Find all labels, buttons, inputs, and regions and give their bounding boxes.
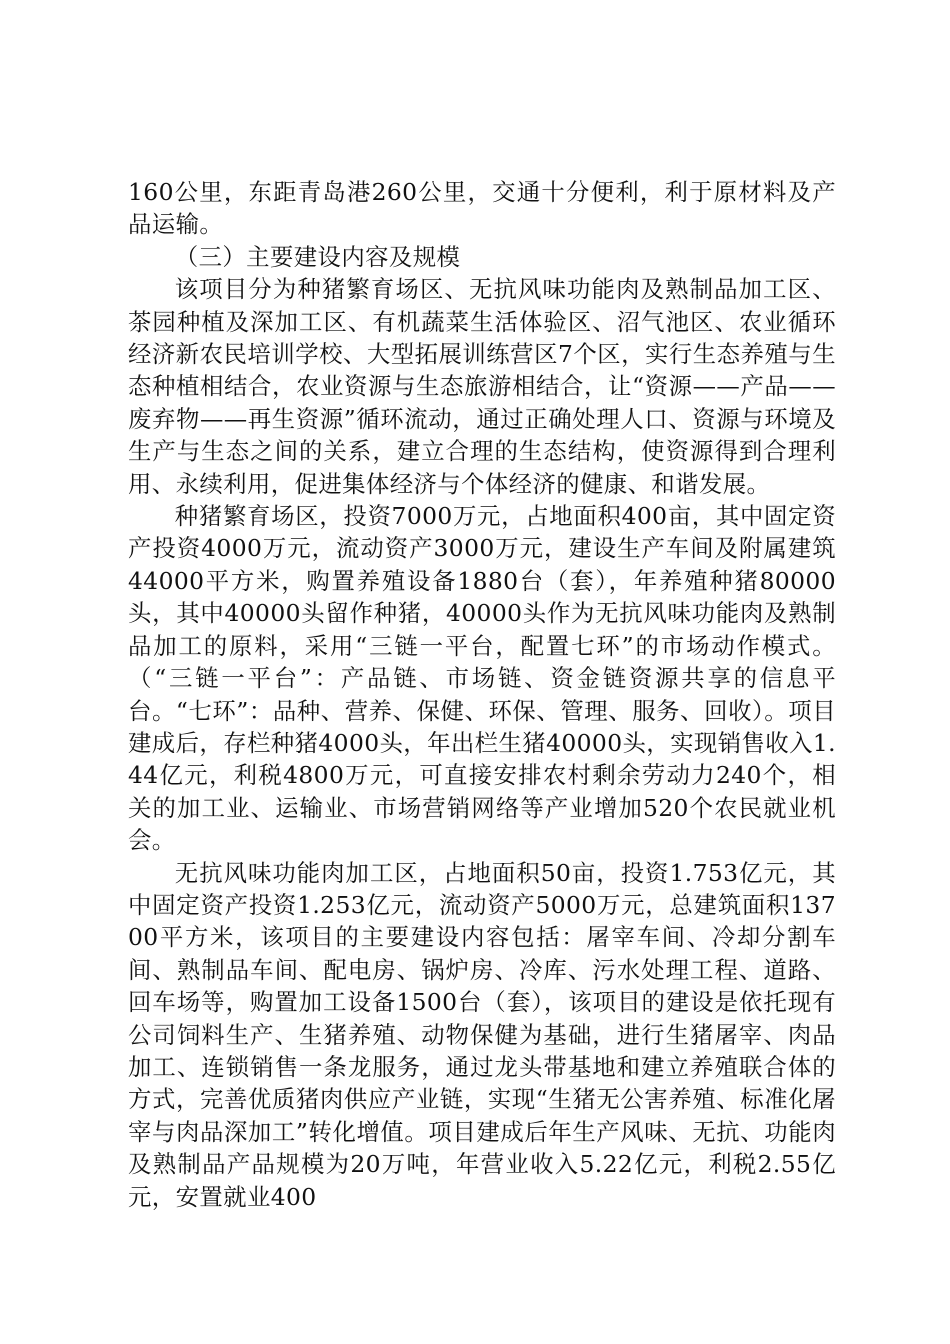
paragraph-breeding-area: 种猪繁育场区，投资7000万元，占地面积400亩，其中固定资产投资4000万元，流动资产3000万元，建设生产车间及附属建筑44000平方米，购置养殖设备1880台（套），年养殖种猪80000头，其中40000头留作种猪，40000头作为无抗风味功能肉及熟制品加工的原料，采用“三链一平台，配置七环”的市场动作模式。（“三链一平台”：产品链、市场链、资金链资源共享的信息平台。“七环”：品种、营养、保健、环保、管理、服务、回收）。项目建成后，存栏种猪4000头，年出栏生猪40000头，实现销售收入1.44亿元，利税4800万元，可直接安排农村剩余劳动力240个，相关的加工业、运输业、市场营销网络等产业增加520个农民就业机会。 xyxy=(128,502,836,855)
section-heading: （三）主要建设内容及规模 xyxy=(174,242,461,271)
paragraph-transport: 160公里，东距青岛港260公里，交通十分便利，利于原材料及产品运输。 xyxy=(128,178,836,239)
paragraph-meat-processing-area: 无抗风味功能肉加工区，占地面积50亩，投资1.753亿元，其中固定资产投资1.253亿元，流动资产5000万元，总建筑面积13700平方米，该项目的主要建设内容包括：屠宰车间、冷却分割车间、熟制品车间、配电房、锅炉房、冷库、污水处理工程、道路、回车场等，购置加工设备1500台（套），该项目的建设是依托现有公司饲料生产、生猪养殖、动物保健为基础，进行生猪屠宰、肉品加工、连锁销售一条龙服务，通过龙头带基地和建立养殖联合体的方式，完善优质猪肉供应产业链，实现“生猪无公害养殖、标准化屠宰与肉品深加工”转化增值。项目建成后年生产风味、无抗、功能肉及熟制品产品规模为20万吨，年营业收入5.22亿元，利税2.55亿元，安置就业400 xyxy=(128,858,836,1211)
document-body xyxy=(128,176,836,1213)
paragraph-project-overview: 该项目分为种猪繁育场区、无抗风味功能肉及熟制品加工区、茶园种植及深加工区、有机蔬菜生活体验区、沼气池区、农业循环经济新农民培训学校、大型拓展训练营区7个区，实行生态养殖与生态种植相结合，农业资源与生态旅游相结合，让“资源——产品——废弃物——再生资源”循环流动，通过正确处理人口、资源与环境及生产与生态之间的关系，建立合理的生态结构，使资源得到合理利用、永续利用，促进集体经济与个体经济的健康、和谐发展。 xyxy=(128,275,836,498)
